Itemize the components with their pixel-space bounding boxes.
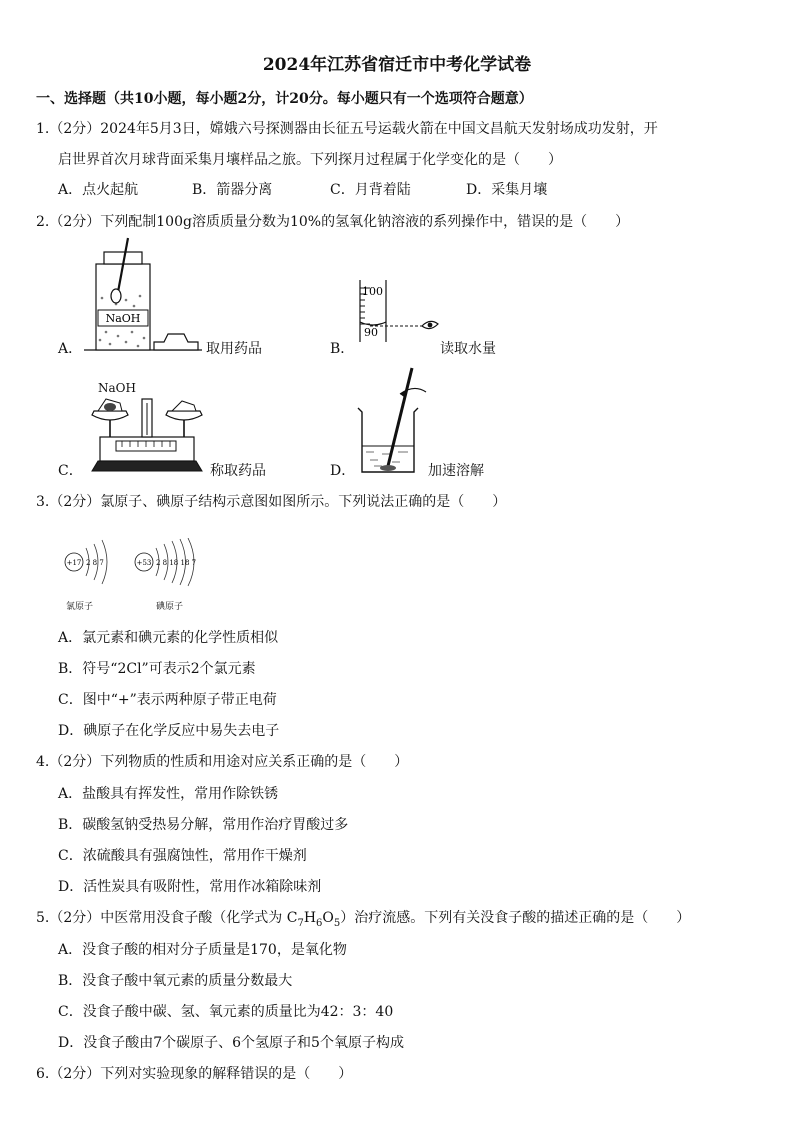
q2-option-b-caption: 读取水量 bbox=[440, 341, 496, 357]
tick-label-90: 90 bbox=[364, 326, 378, 339]
q2-option-d-caption: 加速溶解 bbox=[428, 463, 484, 479]
q5-option-d: D．没食子酸由7个碳原子、6个氢原子和5个氧原子构成 bbox=[58, 1035, 404, 1051]
question-2-stem: 2.（2分）下列配制100g溶质质量分数为10%的氢氧化钠溶液的系列操作中，错误的是（ ） bbox=[36, 214, 630, 230]
q2-option-c-caption: 称取药品 bbox=[210, 463, 266, 479]
q2-option-c-letter: C． bbox=[58, 463, 83, 479]
q4-option-a: A．盐酸具有挥发性，常用作除铁锈 bbox=[58, 786, 279, 802]
balance-reagent-label: NaOH bbox=[98, 381, 136, 395]
beaker-stirring-figure bbox=[352, 366, 432, 476]
iodine-electron-shells: 2 8 18 18 7 bbox=[156, 559, 197, 567]
iodine-atom-label: 碘原子 bbox=[156, 602, 184, 612]
chlorine-electron-shells: 2 8 7 bbox=[86, 559, 104, 567]
chlorine-atom-label: 氯原子 bbox=[66, 602, 94, 612]
q3-option-a: A．氯元素和碘元素的化学性质相似 bbox=[58, 630, 279, 646]
q2-option-a-caption: 取用药品 bbox=[206, 341, 262, 357]
q2-option-b-letter: B． bbox=[330, 341, 355, 357]
q3-option-c: C．图中“+”表示两种原子带正电荷 bbox=[58, 692, 277, 708]
q2-option-a-letter: A． bbox=[58, 341, 83, 357]
q3-option-b: B．符号“2Cl”可表示2个氯元素 bbox=[58, 661, 256, 677]
iodine-nucleus-charge: +53 bbox=[136, 559, 152, 567]
chlorine-nucleus-charge: +17 bbox=[66, 559, 82, 567]
q2-option-d-letter: D． bbox=[330, 463, 356, 479]
question-1-line-1: 1.（2分）2024年5月3日，嫦娥六号探测器由长征五号运载火箭在中国文昌航天发射场成功发射，开 bbox=[36, 121, 658, 137]
bottle-label: NaOH bbox=[105, 312, 141, 325]
reagent-bottle-figure bbox=[82, 236, 204, 354]
tick-label-100: 100 bbox=[362, 285, 383, 298]
q1-option-a: A．点火起航 bbox=[58, 182, 139, 198]
question-4-stem: 4.（2分）下列物质的性质和用途对应关系正确的是（ ） bbox=[36, 754, 409, 770]
balance-figure bbox=[86, 395, 208, 475]
q5-option-b: B．没食子酸中氧元素的质量分数最大 bbox=[58, 973, 293, 989]
q4-option-b: B．碳酸氢钠受热易分解，常用作治疗胃酸过多 bbox=[58, 817, 349, 833]
q1-option-b: B．箭器分离 bbox=[192, 182, 273, 198]
question-3-stem: 3.（2分）氯原子、碘原子结构示意图如图所示。下列说法正确的是（ ） bbox=[36, 494, 507, 510]
q5-option-a: A．没食子酸的相对分子质量是170，是氧化物 bbox=[58, 942, 347, 958]
question-1-line-2: 启世界首次月球背面采集月壤样品之旅。下列探月过程属于化学变化的是（ ） bbox=[58, 152, 562, 168]
q1-option-d: D．采集月壤 bbox=[466, 182, 548, 198]
page-title: 2024年江苏省宿迁市中考化学试卷 bbox=[262, 55, 532, 75]
q4-option-c: C．浓硫酸具有强腐蚀性，常用作干燥剂 bbox=[58, 848, 307, 864]
q5-option-c: C．没食子酸中碳、氢、氧元素的质量比为42：3：40 bbox=[58, 1004, 394, 1020]
q4-option-d: D．活性炭具有吸附性，常用作冰箱除味剂 bbox=[58, 879, 322, 895]
q3-option-d: D．碘原子在化学反应中易失去电子 bbox=[58, 723, 280, 739]
question-6-stem: 6.（2分）下列对实验现象的解释错误的是（ ） bbox=[36, 1066, 353, 1082]
graduated-cylinder-figure bbox=[350, 278, 442, 344]
q1-option-c: C．月背着陆 bbox=[330, 182, 411, 198]
question-5-stem: 5.（2分）中医常用没食子酸（化学式为 $C_7H_6O_5$）治疗流感。下列有关没食子酸的描述正确的是（ ） bbox=[36, 910, 691, 929]
section-heading: 一、选择题（共10小题，每小题2分，计20分。每小题只有一个选项符合题意） bbox=[36, 91, 533, 107]
